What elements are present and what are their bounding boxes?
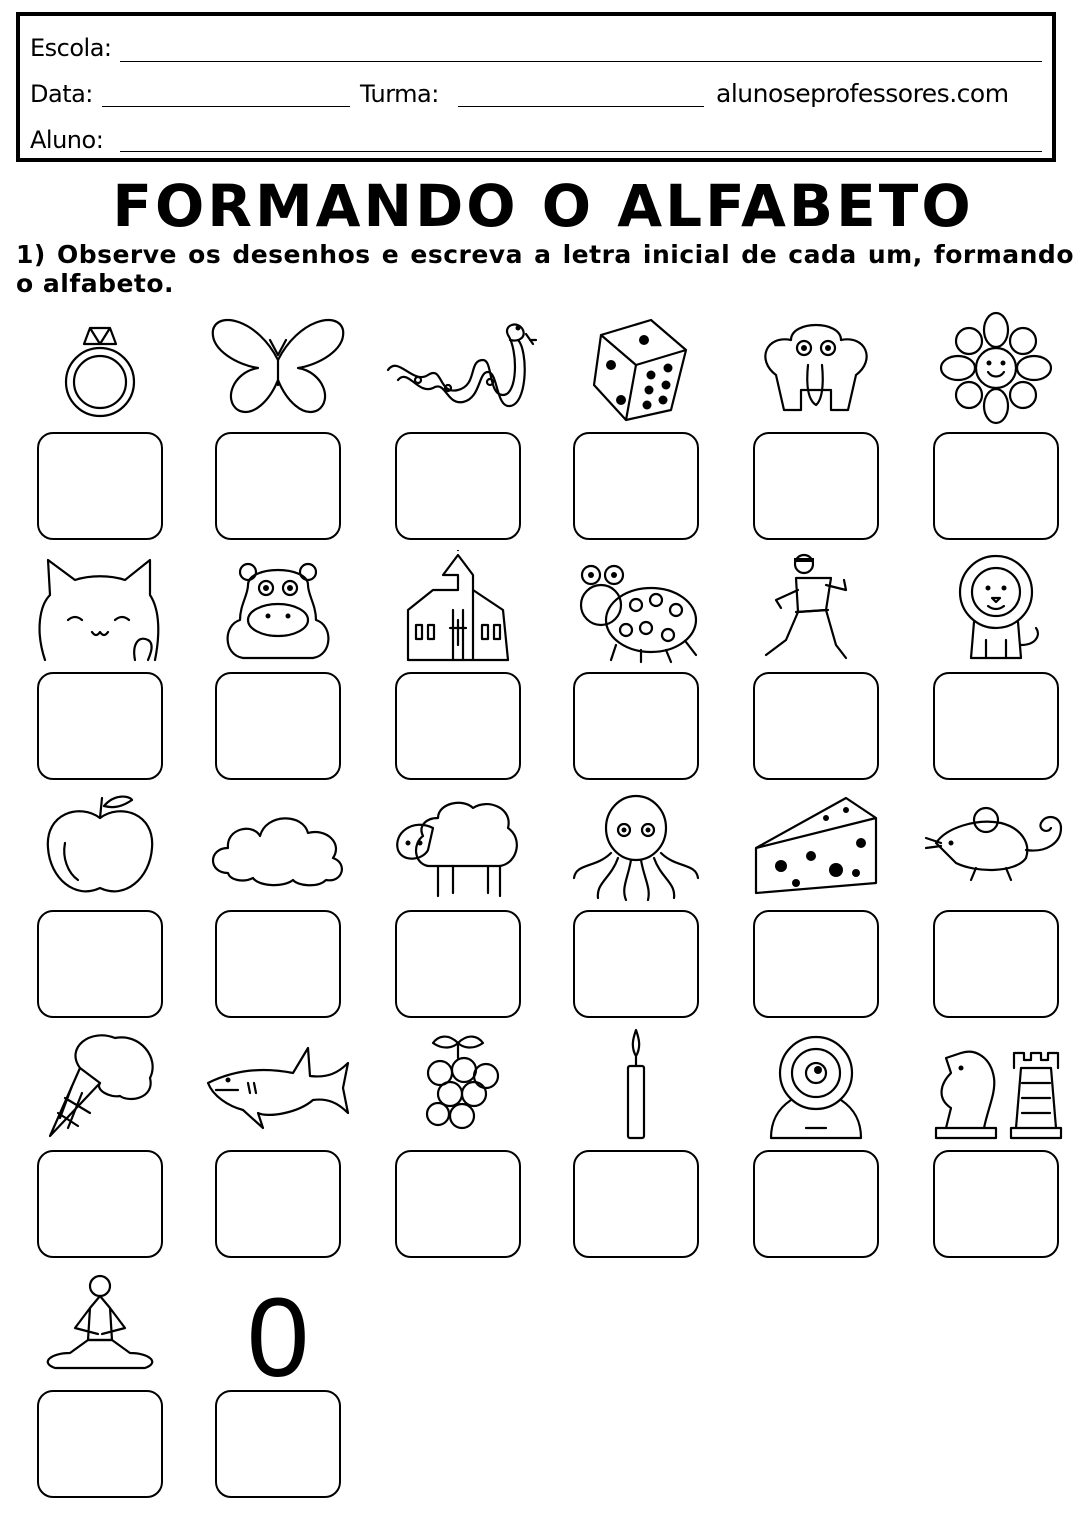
- dice-icon: [556, 310, 716, 425]
- school-field[interactable]: [120, 61, 1042, 62]
- elephant-icon: [736, 310, 896, 425]
- answer-box[interactable]: [573, 432, 699, 540]
- answer-box[interactable]: [37, 1390, 163, 1498]
- mouse-icon: [916, 788, 1076, 903]
- page-title: FORMANDO O ALFABETO: [112, 172, 974, 240]
- answer-box[interactable]: [37, 1150, 163, 1258]
- date-field[interactable]: [102, 106, 350, 107]
- student-field[interactable]: [120, 151, 1042, 152]
- answer-box[interactable]: [933, 432, 1059, 540]
- answer-box[interactable]: [933, 1150, 1059, 1258]
- answer-box[interactable]: [215, 910, 341, 1018]
- answer-box[interactable]: [933, 910, 1059, 1018]
- date-label: Data:: [30, 80, 93, 108]
- answer-box[interactable]: [37, 432, 163, 540]
- school-label: Escola:: [30, 34, 112, 62]
- snake-icon: [378, 310, 538, 425]
- website-text: alunoseprofessores.com: [716, 79, 1009, 108]
- answer-box[interactable]: [215, 672, 341, 780]
- letter-z-icon: [198, 1268, 358, 1383]
- answer-box[interactable]: [933, 672, 1059, 780]
- answer-box[interactable]: [37, 672, 163, 780]
- chess-icon: [916, 1028, 1076, 1143]
- grapes-icon: [378, 1028, 538, 1143]
- shark-icon: [198, 1028, 358, 1143]
- flower-icon: [916, 310, 1076, 425]
- answer-box[interactable]: [573, 1150, 699, 1258]
- cat-icon: [20, 550, 180, 665]
- apple-icon: [20, 788, 180, 903]
- instruction-text: 1) Observe os desenhos e escreva a letra inicial de cada um, formando o alfabeto.: [16, 240, 1074, 298]
- cloud-icon: [198, 788, 358, 903]
- answer-box[interactable]: [573, 910, 699, 1018]
- answer-box[interactable]: [395, 910, 521, 1018]
- lion-icon: [916, 550, 1076, 665]
- answer-box[interactable]: [215, 1150, 341, 1258]
- answer-box[interactable]: [573, 672, 699, 780]
- answer-box[interactable]: [37, 910, 163, 1018]
- webcam-icon: [736, 1028, 896, 1143]
- karate-icon: [736, 550, 896, 665]
- sheep-icon: [378, 788, 538, 903]
- answer-box[interactable]: [753, 432, 879, 540]
- answer-box[interactable]: [215, 432, 341, 540]
- student-label: Aluno:: [30, 126, 104, 154]
- hippo-icon: [198, 550, 358, 665]
- butterfly-icon: [198, 310, 358, 425]
- church-icon: [378, 550, 538, 665]
- class-field[interactable]: [458, 106, 704, 107]
- octopus-icon: [556, 788, 716, 903]
- candle-icon: [556, 1028, 716, 1143]
- answer-box[interactable]: [753, 910, 879, 1018]
- class-label: Turma:: [360, 80, 439, 108]
- ring-icon: [20, 310, 180, 425]
- cheese-icon: [736, 788, 896, 903]
- answer-box[interactable]: [395, 672, 521, 780]
- ice-cream-icon: [20, 1028, 180, 1143]
- ladybug-icon: [556, 550, 716, 665]
- answer-box[interactable]: [215, 1390, 341, 1498]
- svg-text:0: 0: [246, 1275, 310, 1383]
- answer-box[interactable]: [395, 1150, 521, 1258]
- answer-box[interactable]: [395, 432, 521, 540]
- answer-box[interactable]: [753, 1150, 879, 1258]
- answer-box[interactable]: [753, 672, 879, 780]
- yoga-icon: [20, 1268, 180, 1383]
